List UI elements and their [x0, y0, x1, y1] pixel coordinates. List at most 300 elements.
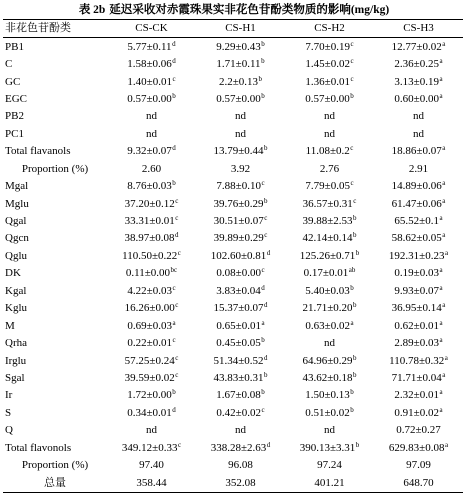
- cell-value: 7.79±0.05: [305, 180, 350, 193]
- row-label: Proportion (%): [21, 459, 89, 472]
- cell-value: 648.70: [403, 476, 434, 489]
- significance-letter: d: [264, 301, 268, 310]
- table-cell: [196, 300, 285, 317]
- table-cell: [107, 317, 196, 334]
- table-cell: [374, 387, 463, 404]
- significance-letter: b: [264, 370, 268, 379]
- table-cell: [196, 352, 285, 369]
- table-cell: [285, 213, 374, 230]
- cell-value: 0.17±0.01: [303, 267, 349, 280]
- cell-value: 2.89±0.03: [394, 337, 439, 350]
- table-cell: [196, 143, 285, 160]
- significance-letter: b: [355, 440, 360, 449]
- cell-value: 9.93±0.07: [394, 284, 439, 297]
- cell-value: 2.36±0.25: [394, 58, 439, 71]
- table-cell: [196, 335, 285, 352]
- cell-value: 629.83±0.08: [388, 441, 445, 454]
- significance-letter: d: [266, 248, 271, 257]
- cell-value: 8.76±0.03: [127, 180, 172, 193]
- table-cell: [107, 73, 196, 90]
- row-label: S: [5, 406, 12, 419]
- table-cell: [374, 370, 463, 387]
- significance-letter: a: [439, 283, 443, 292]
- table-cell: [285, 265, 374, 282]
- table-cell: [285, 300, 374, 317]
- row-label: PB1: [5, 40, 24, 53]
- row-label: Sgal: [5, 371, 25, 384]
- cell-value: 1.45±0.02: [305, 58, 350, 71]
- cell-value: 18.86±0.07: [391, 145, 442, 158]
- significance-letter: b: [261, 336, 265, 345]
- cell-value: nd: [146, 424, 157, 437]
- cell-value: 12.77±0.02: [391, 40, 442, 53]
- table-row: [3, 73, 463, 90]
- table-cell: [107, 422, 196, 439]
- table-cell: [374, 422, 463, 439]
- cell-value: 36.57±0.31: [302, 197, 353, 210]
- table-cell: [285, 178, 374, 195]
- cell-value: 0.57±0.00: [305, 92, 350, 105]
- table-row: [3, 38, 463, 56]
- cell-value: 0.69±0.03: [127, 319, 172, 332]
- table-cell: [374, 213, 463, 230]
- cell-value: 39.89±0.29: [213, 232, 264, 245]
- cell-value: 1.36±0.01: [305, 75, 350, 88]
- row-label: C: [5, 58, 13, 71]
- cell-value: 33.31±0.01: [124, 215, 175, 228]
- cell-value: nd: [324, 127, 335, 140]
- cell-value: 0.60±0.00: [394, 92, 439, 105]
- significance-letter: c: [350, 39, 354, 48]
- significance-letter: c: [172, 336, 176, 345]
- significance-letter: bc: [170, 266, 178, 275]
- cell-value: nd: [146, 110, 157, 123]
- table-cell: [107, 143, 196, 160]
- table-row: [3, 248, 463, 265]
- cell-value: 0.72±0.27: [396, 424, 441, 437]
- table-cell: [107, 195, 196, 212]
- cell-value: 13.79±0.44: [213, 145, 264, 158]
- significance-letter: d: [172, 39, 176, 48]
- cell-value: 16.26±0.00: [124, 302, 175, 315]
- cell-value: 0.11±0.00: [125, 267, 171, 280]
- table-cell: [196, 387, 285, 404]
- cell-value: 64.96±0.29: [302, 354, 353, 367]
- table-cell: [285, 405, 374, 422]
- cell-value: 4.22±0.03: [127, 284, 172, 297]
- significance-letter: a: [442, 370, 446, 379]
- cell-value: 401.21: [314, 476, 345, 489]
- cell-value: 9.32±0.07: [127, 145, 172, 158]
- table-cell: [107, 352, 196, 369]
- significance-letter: c: [350, 144, 354, 153]
- cell-value: 110.78±0.32: [389, 354, 445, 367]
- table-cell: [107, 161, 196, 178]
- table-cell: [285, 230, 374, 247]
- significance-letter: ab: [348, 266, 356, 275]
- table-cell: [285, 108, 374, 125]
- cell-value: 37.20±0.12: [124, 197, 175, 210]
- header-row: [3, 20, 463, 38]
- cell-value: nd: [324, 110, 335, 123]
- cell-value: 11.08±0.2: [305, 145, 350, 158]
- column-header-compound: 非花色苷酚类: [5, 22, 71, 35]
- table-cell: [285, 387, 374, 404]
- row-label: Qglu: [5, 249, 27, 262]
- cell-value: 358.44: [136, 476, 167, 489]
- table-cell: [285, 422, 374, 439]
- cell-value: 5.77±0.11: [127, 40, 172, 53]
- cell-value: 7.70±0.19: [305, 40, 350, 53]
- table-cell: [107, 178, 196, 195]
- cell-value: 0.62±0.01: [394, 319, 439, 332]
- table-cell: [285, 474, 374, 492]
- table-row: [3, 213, 463, 230]
- significance-letter: b: [353, 301, 357, 310]
- row-label: Kgal: [5, 284, 27, 297]
- table-row: [3, 405, 463, 422]
- table-cell: [107, 387, 196, 404]
- table-cell: [196, 370, 285, 387]
- cell-value: 71.71±0.04: [391, 371, 442, 384]
- significance-letter: a: [439, 214, 443, 223]
- row-label: M: [5, 319, 15, 332]
- table-cell: [196, 195, 285, 212]
- significance-letter: a: [439, 336, 443, 345]
- table-cell: [374, 178, 463, 195]
- significance-letter: b: [172, 91, 176, 100]
- table-row: [3, 457, 463, 474]
- cell-value: 2.32±0.01: [394, 389, 439, 402]
- cell-value: 58.62±0.05: [391, 232, 442, 245]
- significance-letter: c: [264, 231, 268, 240]
- table-cell: [107, 405, 196, 422]
- table-cell: [374, 457, 463, 474]
- cell-value: 36.95±0.14: [391, 302, 442, 315]
- cell-value: nd: [235, 424, 246, 437]
- table-cell: [196, 91, 285, 108]
- significance-letter: a: [442, 144, 446, 153]
- significance-letter: a: [439, 388, 443, 397]
- cell-value: 102.60±0.81: [210, 249, 267, 262]
- significance-letter: a: [444, 248, 449, 257]
- table-cell: [285, 73, 374, 90]
- significance-letter: a: [442, 39, 446, 48]
- cell-value: 39.76±0.29: [213, 197, 264, 210]
- table-row: [3, 317, 463, 334]
- table-cell: [374, 38, 463, 56]
- table-row: [3, 178, 463, 195]
- table-cell: [107, 283, 196, 300]
- significance-letter: b: [350, 283, 354, 292]
- significance-letter: b: [264, 144, 268, 153]
- table-cell: [374, 230, 463, 247]
- cell-value: 349.12±0.33: [121, 441, 178, 454]
- table-cell: [374, 56, 463, 73]
- cell-value: 30.51±0.07: [213, 215, 264, 228]
- table-cell: [107, 248, 196, 265]
- table-cell: [285, 56, 374, 73]
- cell-value: 0.45±0.05: [216, 337, 261, 350]
- table-title: 延迟采收对赤霞珠果实非花色苷酚类物质的影响(mg/kg): [109, 4, 390, 16]
- significance-letter: c: [353, 196, 357, 205]
- cell-value: nd: [324, 424, 335, 437]
- significance-letter: c: [175, 353, 179, 362]
- table-row: [3, 126, 463, 143]
- cell-value: 43.83±0.31: [213, 371, 264, 384]
- significance-letter: b: [353, 370, 357, 379]
- cell-value: 0.57±0.00: [216, 92, 261, 105]
- table-body: [3, 38, 463, 492]
- cell-value: 97.09: [406, 459, 431, 472]
- table-cell: [285, 161, 374, 178]
- table-row: [3, 300, 463, 317]
- table-cell: [285, 370, 374, 387]
- cell-value: 0.42±0.02: [216, 406, 261, 419]
- table-cell: [374, 161, 463, 178]
- table-cell: [374, 108, 463, 125]
- cell-value: 2.2±0.13: [218, 75, 259, 88]
- table-cell: [285, 335, 374, 352]
- significance-letter: b: [350, 91, 354, 100]
- significance-letter: b: [261, 91, 265, 100]
- significance-letter: b: [353, 353, 357, 362]
- cell-value: 96.08: [228, 459, 253, 472]
- significance-letter: b: [172, 179, 176, 188]
- table-row: [3, 161, 463, 178]
- table-cell: [285, 283, 374, 300]
- significance-letter: a: [261, 318, 265, 327]
- significance-letter: c: [177, 440, 182, 449]
- data-table: [3, 19, 463, 493]
- table-cell: [107, 300, 196, 317]
- significance-letter: a: [442, 179, 446, 188]
- significance-letter: c: [261, 266, 265, 275]
- cell-value: 2.91: [408, 162, 429, 175]
- row-label: Qgal: [5, 215, 27, 228]
- significance-letter: a: [439, 91, 443, 100]
- cell-value: 0.19±0.03: [394, 267, 439, 280]
- cell-value: 3.83±0.04: [216, 284, 261, 297]
- table-cell: [374, 265, 463, 282]
- table-cell: [374, 195, 463, 212]
- significance-letter: a: [439, 74, 443, 83]
- significance-letter: a: [444, 440, 449, 449]
- significance-letter: a: [172, 318, 176, 327]
- significance-letter: c: [350, 74, 354, 83]
- significance-letter: a: [444, 353, 448, 362]
- table-cell: [374, 248, 463, 265]
- cell-value: 1.40±0.01: [127, 75, 172, 88]
- table-cell: [285, 91, 374, 108]
- table-cell: [196, 161, 285, 178]
- table-cell: [107, 108, 196, 125]
- cell-value: nd: [413, 110, 424, 123]
- significance-letter: b: [258, 74, 263, 83]
- table-caption: [0, 2, 468, 18]
- table-cell: [285, 440, 374, 457]
- table-cell: [285, 38, 374, 56]
- table-row: [3, 91, 463, 108]
- significance-letter: c: [264, 214, 268, 223]
- cell-value: 21.71±0.20: [302, 302, 353, 315]
- cell-value: 192.31±0.23: [388, 249, 445, 262]
- table-cell: [196, 56, 285, 73]
- row-label: Mgal: [5, 180, 29, 193]
- table-cell: [107, 370, 196, 387]
- significance-letter: b: [350, 388, 354, 397]
- cell-value: 1.58±0.06: [127, 58, 172, 71]
- cell-value: 39.88±2.53: [302, 215, 353, 228]
- row-label: Total flavanols: [5, 145, 71, 158]
- table-cell: [196, 213, 285, 230]
- significance-letter: c: [172, 74, 176, 83]
- significance-letter: c: [261, 405, 265, 414]
- row-label: Qrha: [5, 337, 27, 350]
- table-row: [3, 108, 463, 125]
- row-label: DK: [5, 267, 21, 280]
- table-cell: [196, 422, 285, 439]
- table-cell: [196, 405, 285, 422]
- column-header-cs-h3: CS-H3: [403, 22, 434, 35]
- cell-value: 43.62±0.18: [302, 371, 353, 384]
- cell-value: 0.57±0.00: [127, 92, 172, 105]
- significance-letter: b: [261, 39, 265, 48]
- significance-letter: c: [175, 301, 179, 310]
- cell-value: 51.34±0.52: [213, 354, 264, 367]
- table-cell: [107, 335, 196, 352]
- table-cell: [107, 38, 196, 56]
- table-row: [3, 370, 463, 387]
- table-cell: [107, 213, 196, 230]
- table-row: [3, 422, 463, 439]
- cell-value: nd: [413, 127, 424, 140]
- significance-letter: c: [172, 283, 176, 292]
- cell-value: 0.63±0.02: [305, 319, 350, 332]
- cell-value: 0.34±0.01: [127, 406, 172, 419]
- row-label: Irglu: [5, 354, 27, 367]
- table-cell: [285, 126, 374, 143]
- cell-value: 14.89±0.06: [391, 180, 442, 193]
- row-label: Proportion (%): [21, 162, 89, 175]
- cell-value: 57.25±0.24: [124, 354, 175, 367]
- table-row: [3, 387, 463, 404]
- table-cell: [374, 300, 463, 317]
- table-cell: [374, 73, 463, 90]
- table-row: [3, 265, 463, 282]
- cell-value: 338.28±2.63: [210, 441, 267, 454]
- table-row: [3, 440, 463, 457]
- table-cell: [196, 283, 285, 300]
- table-row: [3, 283, 463, 300]
- significance-letter: c: [175, 196, 179, 205]
- cell-value: 97.24: [317, 459, 342, 472]
- significance-letter: a: [442, 231, 446, 240]
- table-cell: [374, 317, 463, 334]
- cell-value: nd: [146, 127, 157, 140]
- significance-letter: b: [261, 57, 265, 66]
- table-cell: [196, 178, 285, 195]
- table-cell: [196, 230, 285, 247]
- cell-value: 61.47±0.06: [391, 197, 442, 210]
- significance-letter: d: [172, 405, 176, 414]
- significance-letter: b: [261, 388, 265, 397]
- column-header-cs-h2: CS-H2: [314, 22, 345, 35]
- table-cell: [107, 457, 196, 474]
- cell-value: 42.14±0.14: [302, 232, 353, 245]
- cell-value: 1.71±0.11: [216, 58, 261, 71]
- table-cell: [285, 457, 374, 474]
- cell-value: 0.91±0.02: [394, 406, 439, 419]
- cell-value: 2.60: [141, 162, 162, 175]
- cell-value: nd: [324, 337, 335, 350]
- cell-value: nd: [235, 127, 246, 140]
- cell-value: 15.37±0.07: [213, 302, 264, 315]
- significance-letter: a: [439, 405, 443, 414]
- cell-value: 352.08: [225, 476, 256, 489]
- cell-value: 65.52±0.1: [394, 215, 439, 228]
- table-cell: [196, 474, 285, 492]
- table-number: 表 2b: [78, 4, 106, 16]
- table-row: [3, 352, 463, 369]
- row-label: 总量: [44, 476, 66, 489]
- significance-letter: c: [350, 179, 354, 188]
- table-cell: [107, 230, 196, 247]
- significance-letter: c: [175, 214, 179, 223]
- significance-letter: b: [353, 214, 357, 223]
- table-cell: [107, 126, 196, 143]
- table-cell: [374, 126, 463, 143]
- cell-value: 0.22±0.01: [127, 337, 172, 350]
- significance-letter: a: [439, 57, 443, 66]
- cell-value: 2.76: [319, 162, 340, 175]
- table-cell: [196, 265, 285, 282]
- table-row: [3, 335, 463, 352]
- significance-letter: c: [350, 57, 354, 66]
- significance-letter: a: [442, 301, 446, 310]
- table-cell: [196, 108, 285, 125]
- cell-value: 390.13±3.31: [299, 441, 356, 454]
- cell-value: 5.40±0.03: [305, 284, 350, 297]
- cell-value: 39.59±0.02: [124, 371, 175, 384]
- table-cell: [196, 38, 285, 56]
- table-cell: [285, 248, 374, 265]
- table-cell: [107, 265, 196, 282]
- row-label: Kglu: [5, 302, 27, 315]
- significance-letter: c: [261, 179, 265, 188]
- cell-value: 38.97±0.08: [124, 232, 175, 245]
- column-header-cs-h1: CS-H1: [225, 22, 256, 35]
- cell-value: 125.26±0.71: [299, 249, 356, 262]
- significance-letter: b: [353, 231, 357, 240]
- significance-letter: d: [172, 57, 176, 66]
- significance-letter: c: [175, 370, 179, 379]
- table-cell: [196, 73, 285, 90]
- significance-letter: b: [355, 248, 360, 257]
- cell-value: 9.29±0.43: [216, 40, 261, 53]
- column-header-cs-ck: CS-CK: [135, 22, 168, 35]
- table-cell: [196, 317, 285, 334]
- significance-letter: c: [177, 248, 181, 257]
- table-cell: [374, 352, 463, 369]
- significance-letter: a: [439, 318, 443, 327]
- table-row: [3, 195, 463, 212]
- table-cell: [374, 283, 463, 300]
- table-row: [3, 230, 463, 247]
- significance-letter: a: [442, 196, 446, 205]
- table-cell: [285, 352, 374, 369]
- table-cell: [107, 91, 196, 108]
